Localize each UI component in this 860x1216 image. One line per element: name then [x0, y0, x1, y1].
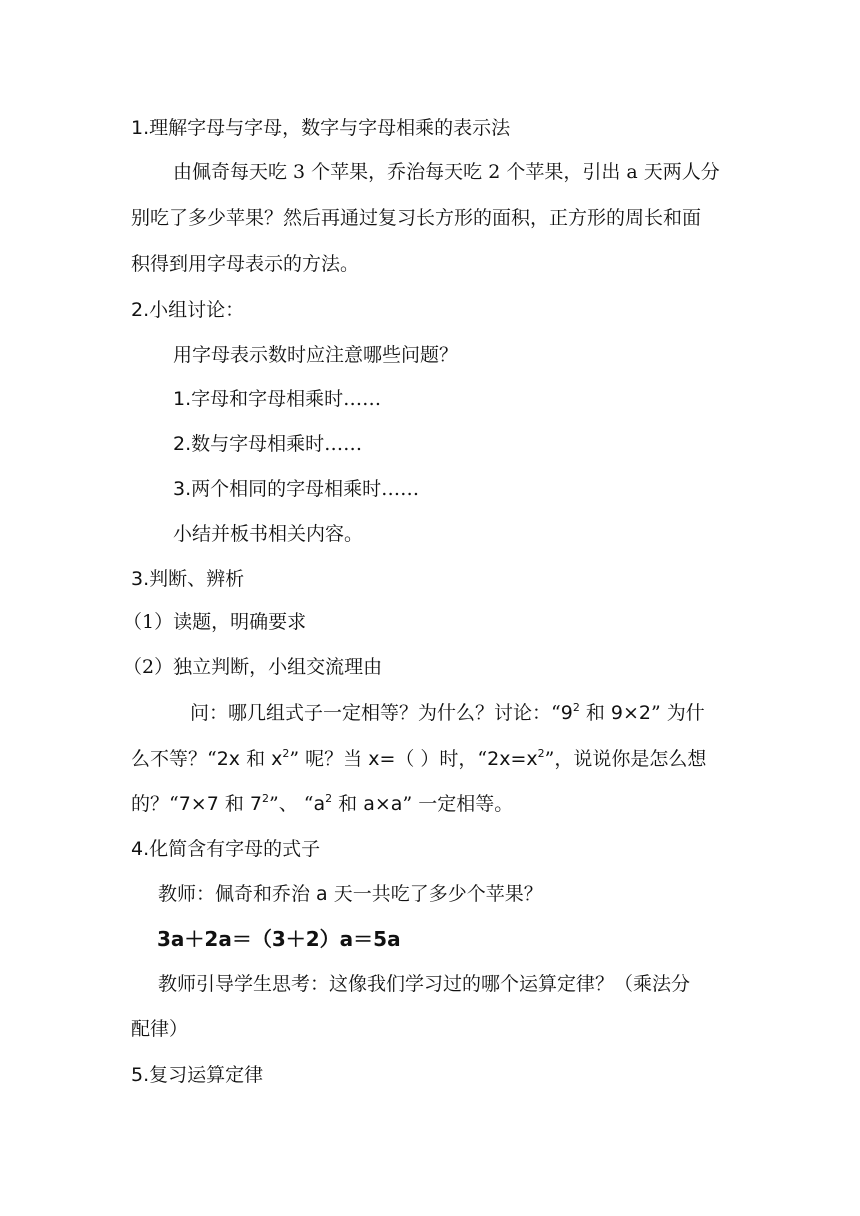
paragraph-1-line-1: 由佩奇每天吃 3 个苹果，乔治每天吃 2 个苹果，引出 a 天两人分	[173, 161, 720, 183]
heading-3: 3.判断、辨析	[131, 568, 245, 590]
formula: 3a＋2a＝（3＋2）a＝5a	[157, 927, 401, 951]
heading-4: 4.化简含有字母的式子	[131, 838, 321, 860]
question-line-3: 的？“7×7 和 $7^2$”、 “$a^2$ 和 a×a” 一定相等。	[131, 792, 514, 815]
discussion-item-3: 3.两个相同的字母相乘时……	[173, 478, 420, 500]
paragraph-1-line-2: 别吃了多少苹果？然后再通过复习长方形的面积，正方形的周长和面	[131, 207, 702, 229]
paragraph-1-line-3: 积得到用字母表示的方法。	[131, 253, 360, 275]
question-line-1: 问：哪几组式子一定相等？为什么？讨论：“$9^2$ 和 9×2” 为什	[190, 701, 705, 724]
heading-1: 1.理解字母与字母，数字与字母相乘的表示法	[131, 117, 511, 139]
step-2: （2）独立判断，小组交流理由	[123, 656, 383, 678]
question-line-2: 么不等？“2x 和 $x^2$” 呢？当 x=（ ）时，“$2x=x^2$”，说说你是怎么想	[131, 747, 707, 770]
summary-note: 小结并板书相关内容。	[173, 523, 364, 545]
teacher-question: 教师：佩奇和乔治 a 天一共吃了多少个苹果？	[158, 883, 543, 905]
discussion-item-2: 2.数与字母相乘时……	[173, 433, 363, 455]
step-1: （1）读题，明确要求	[123, 611, 307, 633]
teacher-guidance-line-1: 教师引导学生思考：这像我们学习过的哪个运算定律？（乘法分	[158, 973, 691, 995]
heading-2: 2.小组讨论：	[131, 299, 245, 321]
discussion-question: 用字母表示数时应注意哪些问题？	[173, 344, 459, 366]
heading-5: 5.复习运算定律	[131, 1064, 264, 1086]
discussion-item-1: 1.字母和字母相乘时……	[173, 388, 382, 410]
teacher-guidance-line-2: 配律）	[131, 1018, 189, 1040]
